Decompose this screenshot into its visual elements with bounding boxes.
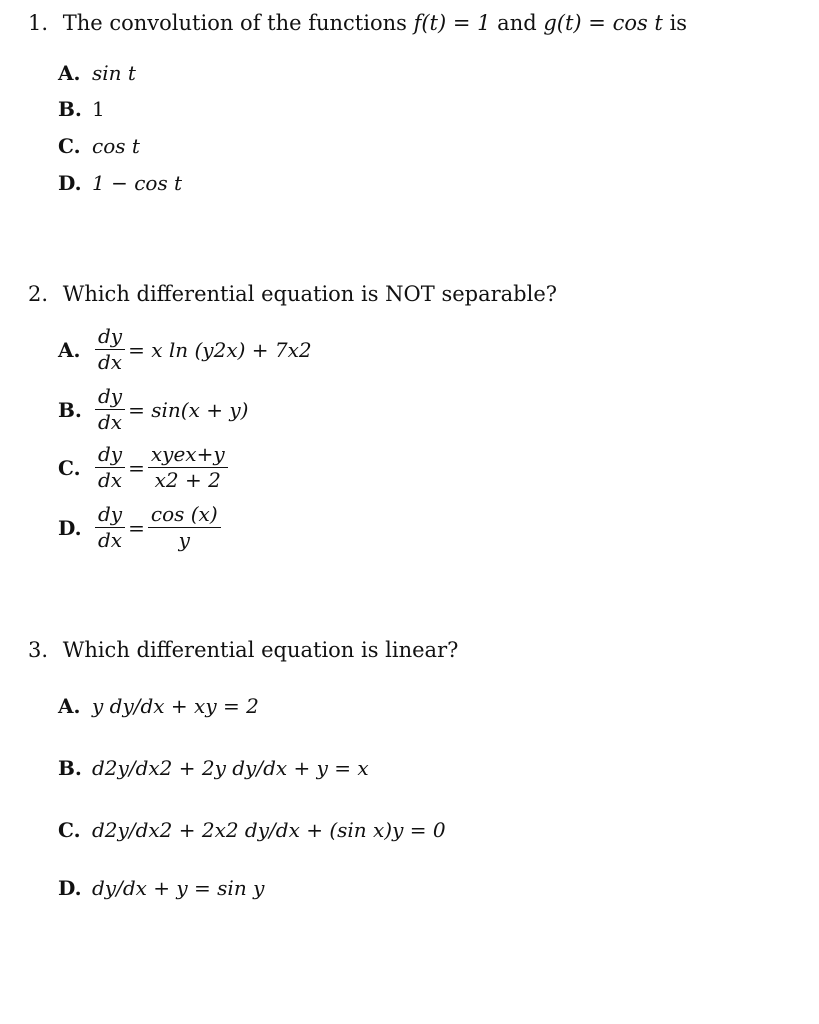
g-expression: g(t) = cos t — [543, 11, 663, 35]
q1-option-d[interactable]: D. 1 − cos t — [58, 171, 183, 195]
q3-option-a[interactable]: A. y dy/dx + xy = 2 — [58, 694, 259, 718]
question-text-end: is — [669, 11, 688, 35]
question-text: The convolution of the functions — [62, 11, 407, 35]
question-1 — [28, 11, 687, 35]
option-rhs: = x ln (y2x) + 7x2 — [128, 337, 312, 362]
option-expr: 1 — [92, 97, 105, 121]
q2-option-d[interactable]: D. $\frac{dy}{dx}$ = $\frac{\cos (x)}{y}$ — [58, 504, 224, 551]
option-expr: y dy/dx + xy = 2 — [92, 694, 259, 718]
option-expr: sin t — [92, 61, 136, 85]
option-rhs: = sin(x + y) — [128, 397, 249, 422]
option-expr: d2y/dx2 + 2y dy/dx + y = x — [92, 756, 369, 780]
q1-option-a[interactable]: A. sin t — [58, 61, 136, 85]
rhs-fraction: $\frac{\text{xyex+y}}{x2 + 2}$ — [148, 444, 228, 491]
option-expr: 1 − cos t — [92, 171, 183, 195]
q2-option-a[interactable]: A. $\frac{dy}{dx}$ = x ln (y2x) + 7x2 — [58, 324, 312, 374]
q3-option-d[interactable]: D. dy/dx + y = sin y — [58, 876, 265, 900]
question-number: 2. — [28, 282, 49, 306]
option-expr: d2y/dx2 + 2x2 dy/dx + (sin x)y = 0 — [92, 818, 446, 842]
question-2 — [28, 282, 557, 306]
question-text: Which differential equation is linear? — [62, 638, 459, 662]
q3-option-b[interactable]: B. d2y/dx2 + 2y dy/dx + y = x — [58, 756, 369, 780]
derivative-fraction: $\frac{dy}{dx}$ — [95, 326, 125, 373]
q3-option-c[interactable]: C. d2y/dx2 + 2x2 dy/dx + (sin x)y = 0 — [58, 818, 446, 842]
and-word: and — [497, 11, 537, 35]
question-number: 3. — [28, 638, 49, 662]
option-expr: cos t — [92, 134, 140, 158]
f-expression: f(t) = 1 — [413, 11, 491, 35]
rhs-fraction: $\frac{\cos (x)}{y}$ — [148, 504, 221, 551]
question-3 — [28, 638, 458, 662]
option-expr: dy/dx + y = sin y — [92, 876, 265, 900]
derivative-fraction: $\frac{dy}{dx}$ — [95, 444, 125, 491]
derivative-fraction: $\frac{dy}{dx}$ — [95, 504, 125, 551]
q2-option-b[interactable]: B. $\frac{dy}{dx}$ = sin(x + y) — [58, 384, 249, 434]
question-text: Which differential equation is NOT separable? — [62, 282, 558, 306]
question-number: 1. — [28, 11, 49, 35]
derivative-fraction: $\frac{dy}{dx}$ — [95, 386, 125, 433]
q1-option-c[interactable]: C. cos t — [58, 134, 140, 158]
q1-option-b[interactable]: B. 1 — [58, 97, 105, 121]
q2-option-c[interactable]: C. $\frac{dy}{dx}$ = $\frac{\text{xyex+y}}{x2 + 2}$ — [58, 444, 231, 491]
